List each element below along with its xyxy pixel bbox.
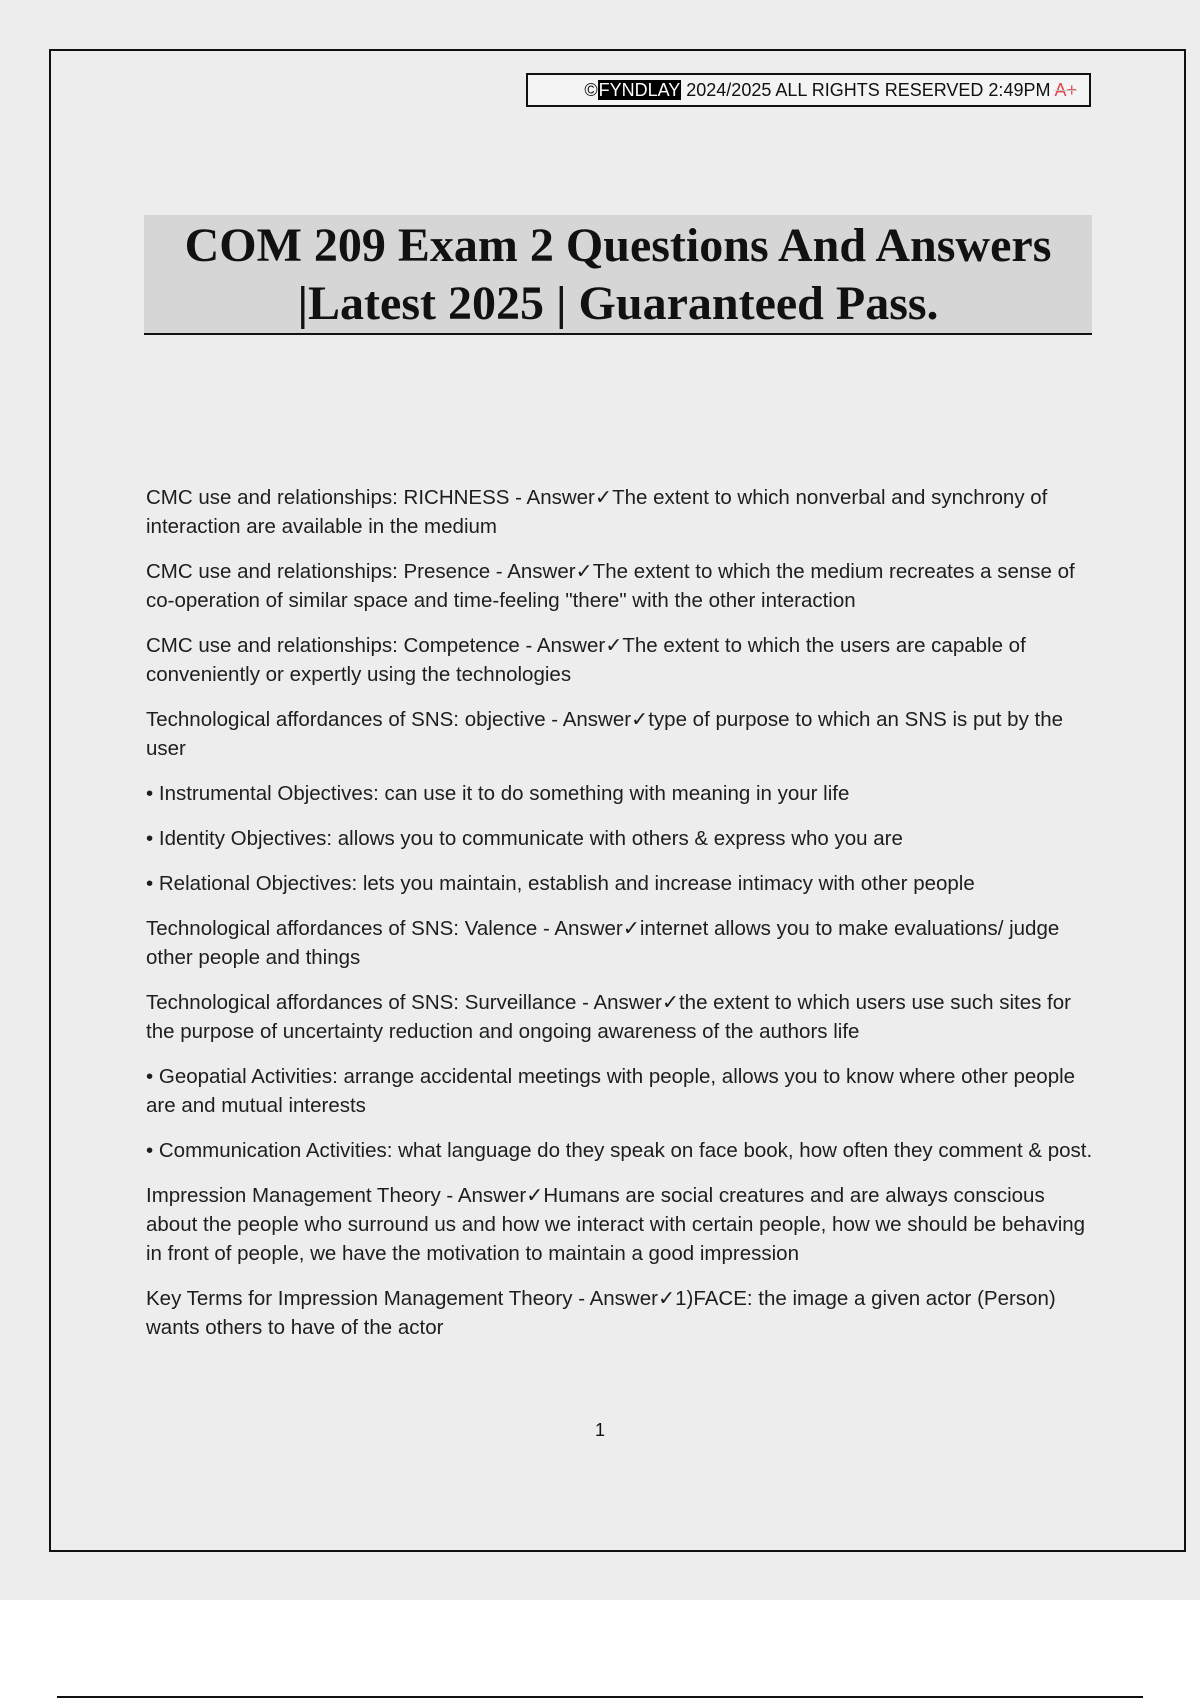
qa-content [146, 483, 1096, 1358]
qa-entry-presence: CMC use and relationships: Presence - Answer✓The extent to which the medium recreates a sense of co-operation of similar space and time-feeling "there" with the other interaction [146, 560, 1075, 612]
brand-name: FYNDLAY [598, 80, 681, 100]
bullet-relational-objectives: • Relational Objectives: lets you maintain, establish and increase intimacy with other people [146, 872, 975, 895]
grade-badge: A+ [1054, 80, 1077, 100]
qa-entry-valence: Technological affordances of SNS: Valence - Answer✓internet allows you to make evaluations/ judge other people and things [146, 917, 1060, 969]
qa-entry-surveillance: Technological affordances of SNS: Surveillance - Answer✓the extent to which users use such sites for the purpose of uncertainty reduction and ongoing awareness of the authors life [146, 991, 1071, 1043]
qa-entry-impression-management: Impression Management Theory - Answer✓Humans are social creatures and are always conscious about the people who surround us and how we interact with certain people, how we should be behaving in front of people, we have the motivation to maintain a good impression [146, 1184, 1086, 1265]
bullet-communication-activities: • Communication Activities: what language do they speak on face book, how often they comment & post. [146, 1139, 1093, 1162]
title-line-1: COM 209 Exam 2 Questions And Answers [184, 219, 1052, 272]
qa-entry-objective: Technological affordances of SNS: objective - Answer✓type of purpose to which an SNS is put by the user [146, 708, 1064, 760]
copyright-symbol: © [584, 80, 598, 100]
rights-text: 2024/2025 ALL RIGHTS RESERVED 2:49PM [681, 80, 1055, 100]
next-page-divider [57, 1696, 1143, 1698]
document-title [144, 215, 1092, 335]
page-number: 1 [594, 1420, 605, 1440]
bullet-geopatial-activities: • Geopatial Activities: arrange accidental meetings with people, allows you to know where other people are and mutual interests [146, 1065, 1076, 1117]
copyright-header [526, 73, 1091, 107]
qa-entry-competence: CMC use and relationships: Competence - Answer✓The extent to which the users are capable of conveniently or expertly using the technologies [146, 634, 1026, 686]
title-line-2: |Latest 2025 | Guaranteed Pass. [297, 277, 939, 330]
qa-entry-key-terms: Key Terms for Impression Management Theory - Answer✓1)FACE: the image a given actor (Person) wants others to have of the actor [146, 1287, 1056, 1339]
bullet-identity-objectives: • Identity Objectives: allows you to communicate with others & express who you are [146, 827, 903, 850]
bullet-instrumental-objectives: • Instrumental Objectives: can use it to do something with meaning in your life [146, 782, 850, 805]
page-border [49, 49, 1186, 1552]
qa-entry-richness: CMC use and relationships: RICHNESS - Answer✓The extent to which nonverbal and synchrony of interaction are available in the medium [146, 486, 1048, 538]
